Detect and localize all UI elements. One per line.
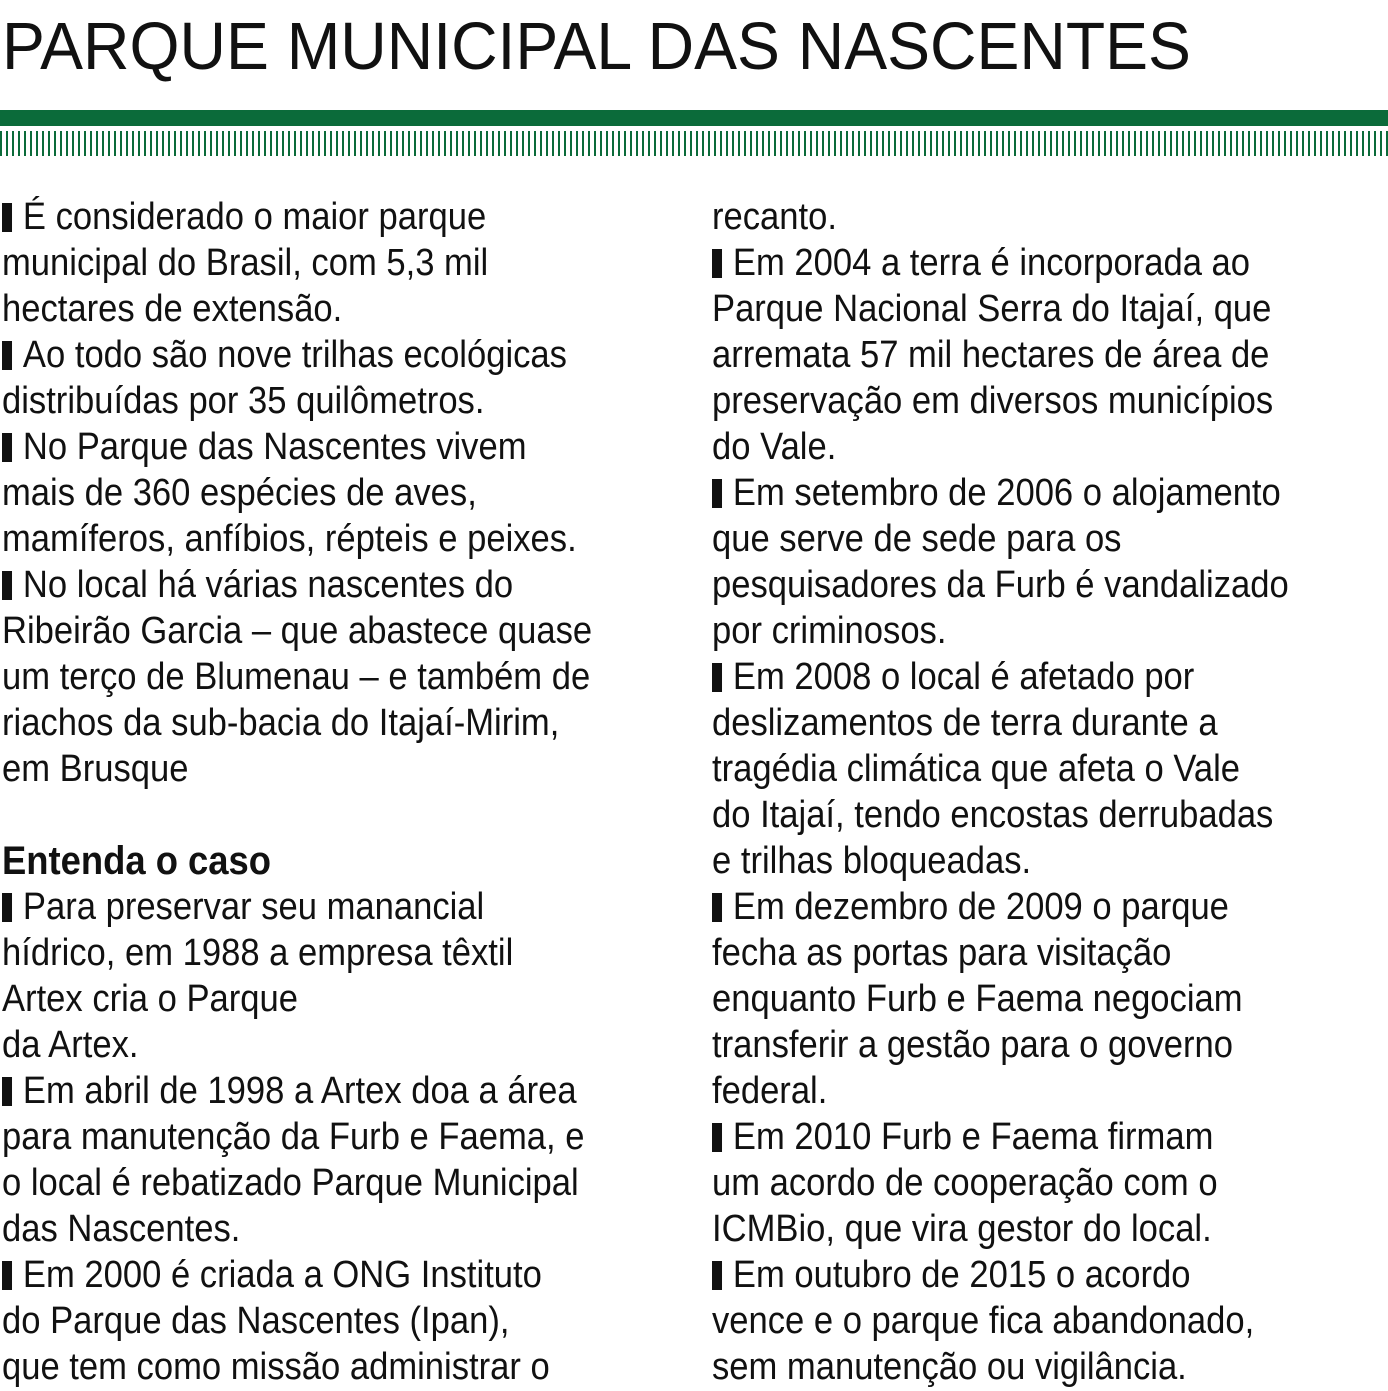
text-line xyxy=(2,976,639,1022)
text-line xyxy=(712,792,1360,838)
line-text: que tem como missão administrar o xyxy=(2,1346,550,1388)
list-item xyxy=(712,654,1360,884)
text-line xyxy=(2,1298,639,1344)
text-line xyxy=(712,1344,1360,1390)
line-text: Em dezembro de 2009 o parque xyxy=(732,886,1229,928)
list-item xyxy=(712,1114,1360,1252)
text-line xyxy=(2,700,639,746)
text-line xyxy=(2,608,639,654)
text-line xyxy=(2,1206,639,1252)
green-header-rule xyxy=(0,110,1388,126)
continuation-line: recanto. xyxy=(712,196,837,238)
page-title: PARQUE MUNICIPAL DAS NASCENTES xyxy=(2,9,1191,84)
list-item xyxy=(2,194,639,332)
text-line xyxy=(712,654,1360,700)
text-line xyxy=(712,1206,1360,1252)
line-text: tragédia climática que afeta o Vale xyxy=(712,748,1240,790)
text-line xyxy=(712,838,1360,884)
square-bullet-icon xyxy=(712,1261,722,1290)
list-item xyxy=(712,240,1360,470)
square-bullet-icon xyxy=(2,893,12,922)
text-line xyxy=(712,1114,1360,1160)
text-line xyxy=(2,562,639,608)
line-text: do Parque das Nascentes (Ipan), xyxy=(2,1300,510,1342)
line-text: preservação em diversos municípios xyxy=(712,380,1274,422)
line-text: hectares de extensão. xyxy=(2,288,343,330)
text-line xyxy=(712,378,1360,424)
line-text: Ribeirão Garcia – que abastece quase xyxy=(2,610,593,652)
line-text: do Vale. xyxy=(712,426,837,468)
square-bullet-icon xyxy=(2,571,12,600)
text-line xyxy=(712,424,1360,470)
right-column xyxy=(712,194,1360,1390)
text-line xyxy=(2,746,639,792)
line-text: o local é rebatizado Parque Municipal xyxy=(2,1162,579,1204)
square-bullet-icon xyxy=(2,1077,12,1106)
text-line xyxy=(712,1068,1360,1114)
text-line xyxy=(712,930,1360,976)
list-item xyxy=(2,884,639,1068)
line-text: que serve de sede para os xyxy=(712,518,1122,560)
line-text: por criminosos. xyxy=(712,610,947,652)
line-text: vence e o parque fica abandonado, xyxy=(712,1300,1255,1342)
list-item xyxy=(2,424,639,562)
line-text: municipal do Brasil, com 5,3 mil xyxy=(2,242,489,284)
text-line xyxy=(712,1160,1360,1206)
green-tick-rule xyxy=(0,131,1388,156)
line-text: federal. xyxy=(712,1070,828,1112)
line-text: ICMBio, que vira gestor do local. xyxy=(712,1208,1212,1250)
text-line xyxy=(712,470,1360,516)
list-item xyxy=(712,884,1360,1114)
text-line xyxy=(712,700,1360,746)
line-text: e trilhas bloqueadas. xyxy=(712,840,1032,882)
square-bullet-icon xyxy=(712,479,722,508)
text-line xyxy=(712,746,1360,792)
list-item xyxy=(712,470,1360,654)
section-spacer xyxy=(2,792,639,838)
line-text: Em 2000 é criada a ONG Instituto xyxy=(22,1254,542,1296)
line-text: em Brusque xyxy=(2,748,189,790)
line-text: Artex cria o Parque xyxy=(2,978,298,1020)
case-list xyxy=(2,884,639,1390)
text-line xyxy=(2,240,639,286)
text-line xyxy=(712,976,1360,1022)
timeline-list xyxy=(712,240,1360,1390)
line-text: No Parque das Nascentes vivem xyxy=(22,426,527,468)
line-text: um acordo de cooperação com o xyxy=(712,1162,1218,1204)
text-line xyxy=(2,378,639,424)
square-bullet-icon xyxy=(2,433,12,462)
line-text: pesquisadores da Furb é vandalizado xyxy=(712,564,1289,606)
line-text: fecha as portas para visitação xyxy=(712,932,1172,974)
line-text: mais de 360 espécies de aves, xyxy=(2,472,477,514)
text-line xyxy=(2,1252,639,1298)
text-line xyxy=(712,1022,1360,1068)
list-item xyxy=(2,332,639,424)
text-line xyxy=(2,1022,639,1068)
list-item xyxy=(712,1252,1360,1390)
text-line xyxy=(712,516,1360,562)
line-text: Em 2010 Furb e Faema firmam xyxy=(732,1116,1214,1158)
line-text: um terço de Blumenau – e também de xyxy=(2,656,591,698)
text-line xyxy=(712,608,1360,654)
line-text: mamíferos, anfíbios, répteis e peixes. xyxy=(2,518,577,560)
text-line xyxy=(712,562,1360,608)
text-line xyxy=(712,332,1360,378)
line-text: arremata 57 mil hectares de área de xyxy=(712,334,1270,376)
square-bullet-icon xyxy=(712,893,722,922)
line-text: transferir a gestão para o governo xyxy=(712,1024,1233,1066)
line-text: sem manutenção ou vigilância. xyxy=(712,1346,1187,1388)
line-text: para manutenção da Furb e Faema, e xyxy=(2,1116,585,1158)
line-text: do Itajaí, tendo encostas derrubadas xyxy=(712,794,1274,836)
line-text: enquanto Furb e Faema negociam xyxy=(712,978,1243,1020)
square-bullet-icon xyxy=(2,341,12,370)
text-line xyxy=(2,516,639,562)
text-line xyxy=(2,884,639,930)
line-text: riachos da sub-bacia do Itajaí-Mirim, xyxy=(2,702,560,744)
text-line xyxy=(712,884,1360,930)
list-item xyxy=(2,562,639,792)
text-line xyxy=(712,1298,1360,1344)
text-line xyxy=(2,286,639,332)
text-line xyxy=(2,930,639,976)
text-line xyxy=(2,332,639,378)
list-item xyxy=(2,1252,639,1390)
line-text: hídrico, em 1988 a empresa têxtil xyxy=(2,932,514,974)
square-bullet-icon xyxy=(2,203,12,232)
line-text: Para preservar seu manancial xyxy=(22,886,485,928)
square-bullet-icon xyxy=(2,1261,12,1290)
line-text: Em outubro de 2015 o acordo xyxy=(732,1254,1191,1296)
list-item xyxy=(2,1068,639,1252)
line-text: Em setembro de 2006 o alojamento xyxy=(732,472,1281,514)
text-line xyxy=(2,1160,639,1206)
line-text: das Nascentes. xyxy=(2,1208,241,1250)
left-column xyxy=(2,194,639,1390)
line-text: Parque Nacional Serra do Itajaí, que xyxy=(712,288,1272,330)
line-text: Em 2008 o local é afetado por xyxy=(732,656,1195,698)
text-line xyxy=(712,240,1360,286)
text-line xyxy=(2,470,639,516)
square-bullet-icon xyxy=(712,1123,722,1152)
text-line xyxy=(2,194,639,240)
square-bullet-icon xyxy=(712,663,722,692)
line-text: Em abril de 1998 a Artex doa a área xyxy=(22,1070,577,1112)
line-text: No local há várias nascentes do xyxy=(22,564,514,606)
text-line xyxy=(712,1252,1360,1298)
text-line xyxy=(2,424,639,470)
line-text: É considerado o maior parque xyxy=(22,196,487,238)
text-line xyxy=(2,654,639,700)
line-text: deslizamentos de terra durante a xyxy=(712,702,1218,744)
line-text: da Artex. xyxy=(2,1024,139,1066)
text-line xyxy=(2,1114,639,1160)
intro-list xyxy=(2,194,639,792)
square-bullet-icon xyxy=(712,249,722,278)
text-line xyxy=(712,286,1360,332)
section-heading: Entenda o caso xyxy=(2,839,272,883)
text-line xyxy=(2,1344,639,1390)
line-text: Em 2004 a terra é incorporada ao xyxy=(732,242,1251,284)
line-text: Ao todo são nove trilhas ecológicas xyxy=(22,334,567,376)
line-text: distribuídas por 35 quilômetros. xyxy=(2,380,485,422)
text-line xyxy=(2,1068,639,1114)
